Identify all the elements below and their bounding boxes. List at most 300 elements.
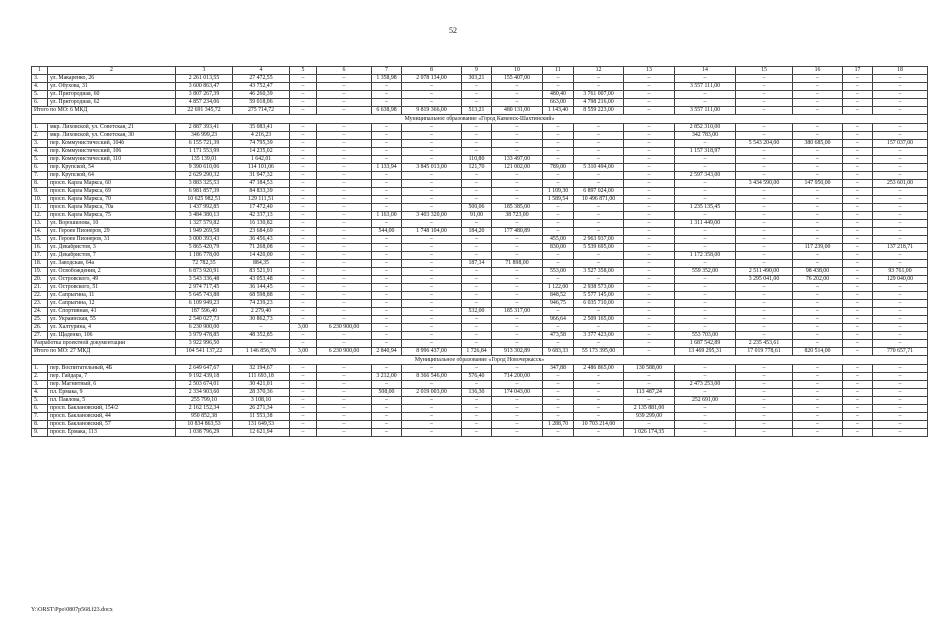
row-number: 25.: [32, 316, 48, 324]
table-cell: 35 083,41: [233, 124, 290, 132]
table-cell: –: [873, 172, 928, 180]
table-cell: –: [317, 332, 372, 340]
table-cell: 1 437 992,85: [176, 204, 233, 212]
table-cell: –: [462, 140, 492, 148]
column-number-cell: 13: [624, 67, 675, 75]
table-cell: 177 480,89: [492, 228, 543, 236]
table-cell: 47 184,53: [233, 180, 290, 188]
table-cell: –: [843, 260, 873, 268]
total-row: [32, 107, 928, 115]
table-cell: –: [372, 276, 402, 284]
table-body: [32, 67, 928, 437]
table-cell: 544,00: [372, 228, 402, 236]
table-cell: –: [543, 252, 574, 260]
address-cell: пл. Павлова, 5: [48, 397, 176, 405]
table-cell: 3 845 013,00: [402, 164, 462, 172]
table-cell: –: [290, 429, 317, 437]
address-cell: ул. Макаренко, 26: [48, 75, 176, 83]
column-number-cell: 2: [48, 67, 176, 75]
table-cell: 10 496 871,00: [574, 196, 624, 204]
table-cell: –: [873, 132, 928, 140]
table-cell: –: [290, 276, 317, 284]
table-cell: 576,40: [462, 373, 492, 381]
row-number: 16.: [32, 244, 48, 252]
table-cell: 3 527 358,00: [574, 268, 624, 276]
address-cell: ул. Островского, 49: [48, 276, 176, 284]
address-cell: просп. Карла Маркса, 70а: [48, 204, 176, 212]
table-cell: 8 996 437,00: [402, 348, 462, 356]
table-cell: 455,00: [543, 236, 574, 244]
table-cell: –: [290, 204, 317, 212]
table-row: [32, 220, 928, 228]
table-cell: –: [843, 397, 873, 405]
table-cell: 48 352,85: [233, 332, 290, 340]
table-cell: –: [793, 413, 843, 421]
table-cell: 2 540 027,73: [176, 316, 233, 324]
table-cell: 3 212,00: [372, 373, 402, 381]
row-label: Разработка проектной документации: [32, 340, 176, 348]
row-number: 24.: [32, 308, 48, 316]
table-cell: –: [492, 188, 543, 196]
table-cell: –: [317, 421, 372, 429]
table-cell: –: [873, 316, 928, 324]
table-cell: 1 726,84: [462, 348, 492, 356]
table-cell: 121 002,00: [492, 164, 543, 172]
row-number: 2.: [32, 132, 48, 140]
table-cell: 1 949 269,58: [176, 228, 233, 236]
table-cell: –: [462, 381, 492, 389]
table-cell: –: [492, 365, 543, 373]
table-cell: 91,00: [462, 212, 492, 220]
table-cell: –: [624, 268, 675, 276]
table-cell: 28 370,36: [233, 389, 290, 397]
table-cell: –: [843, 124, 873, 132]
address-cell: мкр. Лиховской, ул. Советская, 21: [48, 124, 176, 132]
table-cell: –: [372, 324, 402, 332]
table-cell: 2 887 393,41: [176, 124, 233, 132]
row-number: 17.: [32, 252, 48, 260]
table-cell: –: [574, 148, 624, 156]
table-cell: –: [317, 140, 372, 148]
table-cell: –: [462, 196, 492, 204]
table-cell: –: [873, 300, 928, 308]
row-number: 21.: [32, 284, 48, 292]
table-cell: –: [317, 212, 372, 220]
table-cell: –: [873, 99, 928, 107]
table-cell: 2 597 343,00: [675, 172, 736, 180]
table-cell: –: [317, 405, 372, 413]
table-cell: 770 657,71: [873, 348, 928, 356]
table-cell: –: [290, 91, 317, 99]
table-cell: –: [290, 413, 317, 421]
table-cell: –: [574, 276, 624, 284]
row-number: 2.: [32, 373, 48, 381]
table-cell: –: [574, 124, 624, 132]
table-row: [32, 148, 928, 156]
row-number: 10.: [32, 196, 48, 204]
table-cell: 10 834 863,53: [176, 421, 233, 429]
table-cell: –: [873, 212, 928, 220]
table-cell: 1 143,40: [543, 107, 574, 115]
table-cell: –: [543, 132, 574, 140]
table-cell: –: [372, 365, 402, 373]
table-cell: –: [543, 276, 574, 284]
table-cell: 2 938 573,00: [574, 284, 624, 292]
table-cell: 187,14: [462, 260, 492, 268]
table-cell: 111 693,18: [233, 373, 290, 381]
table-cell: 98 438,00: [793, 268, 843, 276]
table-cell: –: [624, 332, 675, 340]
table-cell: –: [675, 212, 736, 220]
table-cell: –: [793, 373, 843, 381]
table-cell: –: [624, 140, 675, 148]
row-number: 23.: [32, 300, 48, 308]
table-cell: 1 687 542,89: [675, 340, 736, 348]
table-cell: –: [793, 107, 843, 115]
table-cell: –: [317, 228, 372, 236]
table-cell: –: [462, 324, 492, 332]
table-cell: –: [793, 405, 843, 413]
table-cell: 3 979 478,85: [176, 332, 233, 340]
table-cell: –: [793, 332, 843, 340]
table-cell: –: [624, 164, 675, 172]
address-cell: пер. Гайдара, 7: [48, 373, 176, 381]
table-cell: –: [624, 107, 675, 115]
table-cell: –: [372, 132, 402, 140]
table-cell: –: [543, 212, 574, 220]
table-cell: –: [624, 220, 675, 228]
table-cell: –: [873, 91, 928, 99]
table-cell: –: [462, 180, 492, 188]
table-cell: 2 511 490,00: [736, 268, 793, 276]
table-cell: 4 216,23: [233, 132, 290, 140]
table-cell: –: [843, 332, 873, 340]
table-cell: –: [402, 365, 462, 373]
table-cell: 5 539 695,00: [574, 244, 624, 252]
address-cell: ул. Пригородная, 62: [48, 99, 176, 107]
table-cell: –: [624, 148, 675, 156]
table-cell: –: [372, 413, 402, 421]
table-row: [32, 381, 928, 389]
table-cell: 513,21: [462, 107, 492, 115]
table-row: [32, 316, 928, 324]
table-cell: –: [574, 324, 624, 332]
table-cell: –: [624, 324, 675, 332]
table-cell: –: [462, 421, 492, 429]
table-cell: 6 638,98: [372, 107, 402, 115]
table-cell: 30 862,73: [233, 316, 290, 324]
table-cell: –: [873, 228, 928, 236]
table-cell: –: [317, 220, 372, 228]
table-cell: –: [492, 244, 543, 252]
table-cell: –: [793, 421, 843, 429]
table-cell: –: [372, 332, 402, 340]
table-cell: –: [873, 124, 928, 132]
table-cell: 4 857 234,06: [176, 99, 233, 107]
table-cell: –: [290, 228, 317, 236]
table-row: [32, 332, 928, 340]
table-cell: 8 559 223,00: [574, 107, 624, 115]
table-cell: –: [843, 373, 873, 381]
table-cell: 59 018,06: [233, 99, 290, 107]
table-cell: –: [372, 421, 402, 429]
table-cell: –: [492, 172, 543, 180]
table-cell: –: [402, 172, 462, 180]
table-cell: –: [492, 99, 543, 107]
table-cell: –: [402, 140, 462, 148]
table-cell: –: [492, 284, 543, 292]
table-cell: –: [574, 75, 624, 83]
table-cell: –: [492, 140, 543, 148]
table-cell: –: [793, 156, 843, 164]
table-cell: –: [462, 236, 492, 244]
table-cell: 2 629 290,32: [176, 172, 233, 180]
table-row: [32, 405, 928, 413]
table-cell: 3 434 590,00: [736, 180, 793, 188]
table-cell: –: [290, 244, 317, 252]
row-number: 1.: [32, 365, 48, 373]
table-cell: –: [402, 308, 462, 316]
table-cell: –: [372, 316, 402, 324]
table-cell: 3 761 007,00: [574, 91, 624, 99]
table-cell: 9 683,33: [543, 348, 574, 356]
table-cell: 950 852,38: [176, 413, 233, 421]
table-cell: –: [843, 180, 873, 188]
table-cell: –: [462, 99, 492, 107]
column-number-cell: 18: [873, 67, 928, 75]
table-cell: –: [290, 292, 317, 300]
table-cell: –: [492, 132, 543, 140]
table-cell: –: [736, 292, 793, 300]
table-cell: –: [402, 124, 462, 132]
table-cell: 6 897 024,00: [574, 188, 624, 196]
table-cell: –: [372, 252, 402, 260]
row-number: 9.: [32, 429, 48, 437]
table-cell: –: [462, 83, 492, 91]
address-cell: просп. Ермака, 113: [48, 429, 176, 437]
table-cell: –: [873, 220, 928, 228]
table-cell: –: [372, 148, 402, 156]
table-cell: –: [873, 252, 928, 260]
table-row: [32, 228, 928, 236]
data-table: [31, 66, 928, 437]
table-cell: –: [372, 156, 402, 164]
table-cell: –: [290, 140, 317, 148]
footer-file-path: Y:\ORST\Ppo\0807p568.f23.docx: [31, 607, 113, 613]
row-number: 4.: [32, 83, 48, 91]
table-cell: 789,00: [543, 164, 574, 172]
table-cell: –: [873, 292, 928, 300]
table-cell: 93 761,00: [873, 268, 928, 276]
table-cell: –: [372, 236, 402, 244]
table-cell: –: [793, 132, 843, 140]
table-cell: 43 053,48: [233, 276, 290, 284]
row-number: 18.: [32, 260, 48, 268]
table-cell: –: [317, 268, 372, 276]
table-cell: 3 557 111,00: [675, 83, 736, 91]
table-cell: –: [793, 164, 843, 172]
table-cell: –: [462, 316, 492, 324]
column-number-cell: 11: [543, 67, 574, 75]
table-row: [32, 188, 928, 196]
row-number: 9.: [32, 188, 48, 196]
table-cell: 303,21: [462, 75, 492, 83]
address-cell: ул. Островского, 51: [48, 284, 176, 292]
table-cell: –: [675, 405, 736, 413]
table-cell: 3 557 111,00: [675, 107, 736, 115]
table-cell: –: [462, 124, 492, 132]
table-cell: 76 202,00: [793, 276, 843, 284]
row-number: 5.: [32, 397, 48, 405]
table-cell: –: [317, 340, 372, 348]
table-cell: –: [574, 340, 624, 348]
column-number-cell: 16: [793, 67, 843, 75]
table-cell: –: [675, 421, 736, 429]
table-cell: –: [574, 308, 624, 316]
table-row: [32, 421, 928, 429]
table-cell: 2 974 717,45: [176, 284, 233, 292]
table-cell: –: [462, 332, 492, 340]
table-cell: 3 600 863,47: [176, 83, 233, 91]
column-number-cell: 8: [402, 67, 462, 75]
table-cell: –: [624, 397, 675, 405]
address-cell: просп. Карла Маркса, 70: [48, 196, 176, 204]
table-cell: –: [873, 340, 928, 348]
row-number: 22.: [32, 292, 48, 300]
table-cell: 31 947,32: [233, 172, 290, 180]
table-cell: –: [543, 405, 574, 413]
table-cell: 480 131,00: [492, 107, 543, 115]
table-cell: –: [462, 91, 492, 99]
table-cell: 559 352,00: [675, 268, 736, 276]
table-cell: –: [873, 164, 928, 172]
table-cell: –: [736, 124, 793, 132]
table-cell: –: [290, 421, 317, 429]
table-cell: –: [402, 381, 462, 389]
table-row: [32, 365, 928, 373]
table-row: [32, 413, 928, 421]
address-cell: ул. Героев Пионеров, 29: [48, 228, 176, 236]
table-cell: –: [873, 188, 928, 196]
table-cell: 253 601,00: [873, 180, 928, 188]
table-cell: –: [574, 389, 624, 397]
table-cell: –: [317, 284, 372, 292]
table-cell: –: [402, 421, 462, 429]
row-number: 1.: [32, 124, 48, 132]
table-cell: –: [843, 340, 873, 348]
table-cell: 30 421,01: [233, 381, 290, 389]
row-number: 15.: [32, 236, 48, 244]
table-cell: –: [624, 260, 675, 268]
row-number: 6.: [32, 405, 48, 413]
address-cell: ул. Сапрыгина, 11: [48, 292, 176, 300]
table-cell: –: [624, 99, 675, 107]
table-cell: 1 157 318,97: [675, 148, 736, 156]
table-cell: –: [736, 252, 793, 260]
address-cell: ул. Спортивная, 41: [48, 308, 176, 316]
column-number-cell: 14: [675, 67, 736, 75]
table-cell: –: [492, 220, 543, 228]
table-cell: –: [492, 332, 543, 340]
table-cell: –: [843, 236, 873, 244]
table-cell: –: [793, 429, 843, 437]
table-cell: –: [574, 252, 624, 260]
table-cell: –: [675, 365, 736, 373]
address-cell: ул. Сапрыгина, 12: [48, 300, 176, 308]
table-cell: 3 000 393,43: [176, 236, 233, 244]
table-cell: –: [402, 148, 462, 156]
address-cell: пл. Ермака, 9: [48, 389, 176, 397]
table-cell: –: [843, 365, 873, 373]
table-row: [32, 124, 928, 132]
table-cell: –: [290, 99, 317, 107]
table-cell: 6 230 900,00: [176, 324, 233, 332]
table-cell: –: [843, 244, 873, 252]
table-cell: –: [624, 180, 675, 188]
table-cell: 2 509 165,00: [574, 316, 624, 324]
table-cell: –: [543, 140, 574, 148]
design-docs-row: [32, 340, 928, 348]
table-cell: 342 783,00: [675, 132, 736, 140]
table-cell: –: [402, 324, 462, 332]
table-cell: –: [462, 397, 492, 405]
table-cell: –: [402, 397, 462, 405]
table-cell: 1 642,01: [233, 156, 290, 164]
table-cell: 187 596,40: [176, 308, 233, 316]
table-cell: –: [543, 228, 574, 236]
table-cell: –: [462, 300, 492, 308]
table-cell: –: [402, 220, 462, 228]
table-cell: –: [624, 276, 675, 284]
table-cell: –: [736, 228, 793, 236]
table-cell: 121,70: [462, 164, 492, 172]
table-cell: 5 310 494,00: [574, 164, 624, 172]
table-cell: –: [402, 300, 462, 308]
table-cell: –: [402, 204, 462, 212]
table-cell: 2 503 674,01: [176, 381, 233, 389]
table-cell: –: [793, 91, 843, 99]
table-cell: –: [372, 284, 402, 292]
table-cell: –: [462, 268, 492, 276]
table-cell: –: [372, 429, 402, 437]
table-cell: –: [317, 132, 372, 140]
table-cell: 3 377 423,00: [574, 332, 624, 340]
table-cell: 71 268,08: [233, 244, 290, 252]
table-row: [32, 252, 928, 260]
table-cell: –: [793, 196, 843, 204]
table-cell: –: [462, 413, 492, 421]
table-cell: 913 302,89: [492, 348, 543, 356]
table-cell: 1 358,98: [372, 75, 402, 83]
table-cell: –: [290, 308, 317, 316]
table-cell: –: [675, 156, 736, 164]
table-cell: 5 577 145,00: [574, 292, 624, 300]
total-row: [32, 348, 928, 356]
table-cell: –: [793, 324, 843, 332]
table-cell: –: [873, 332, 928, 340]
table-cell: –: [736, 188, 793, 196]
row-number: 8.: [32, 421, 48, 429]
table-cell: –: [624, 204, 675, 212]
table-cell: 480,40: [543, 91, 574, 99]
table-cell: –: [736, 236, 793, 244]
table-cell: –: [675, 140, 736, 148]
table-cell: –: [290, 83, 317, 91]
table-cell: 3,00: [290, 324, 317, 332]
table-cell: 347,88: [543, 365, 574, 373]
address-cell: ул. Халтурина, 4: [48, 324, 176, 332]
table-cell: 43 752,47: [233, 83, 290, 91]
